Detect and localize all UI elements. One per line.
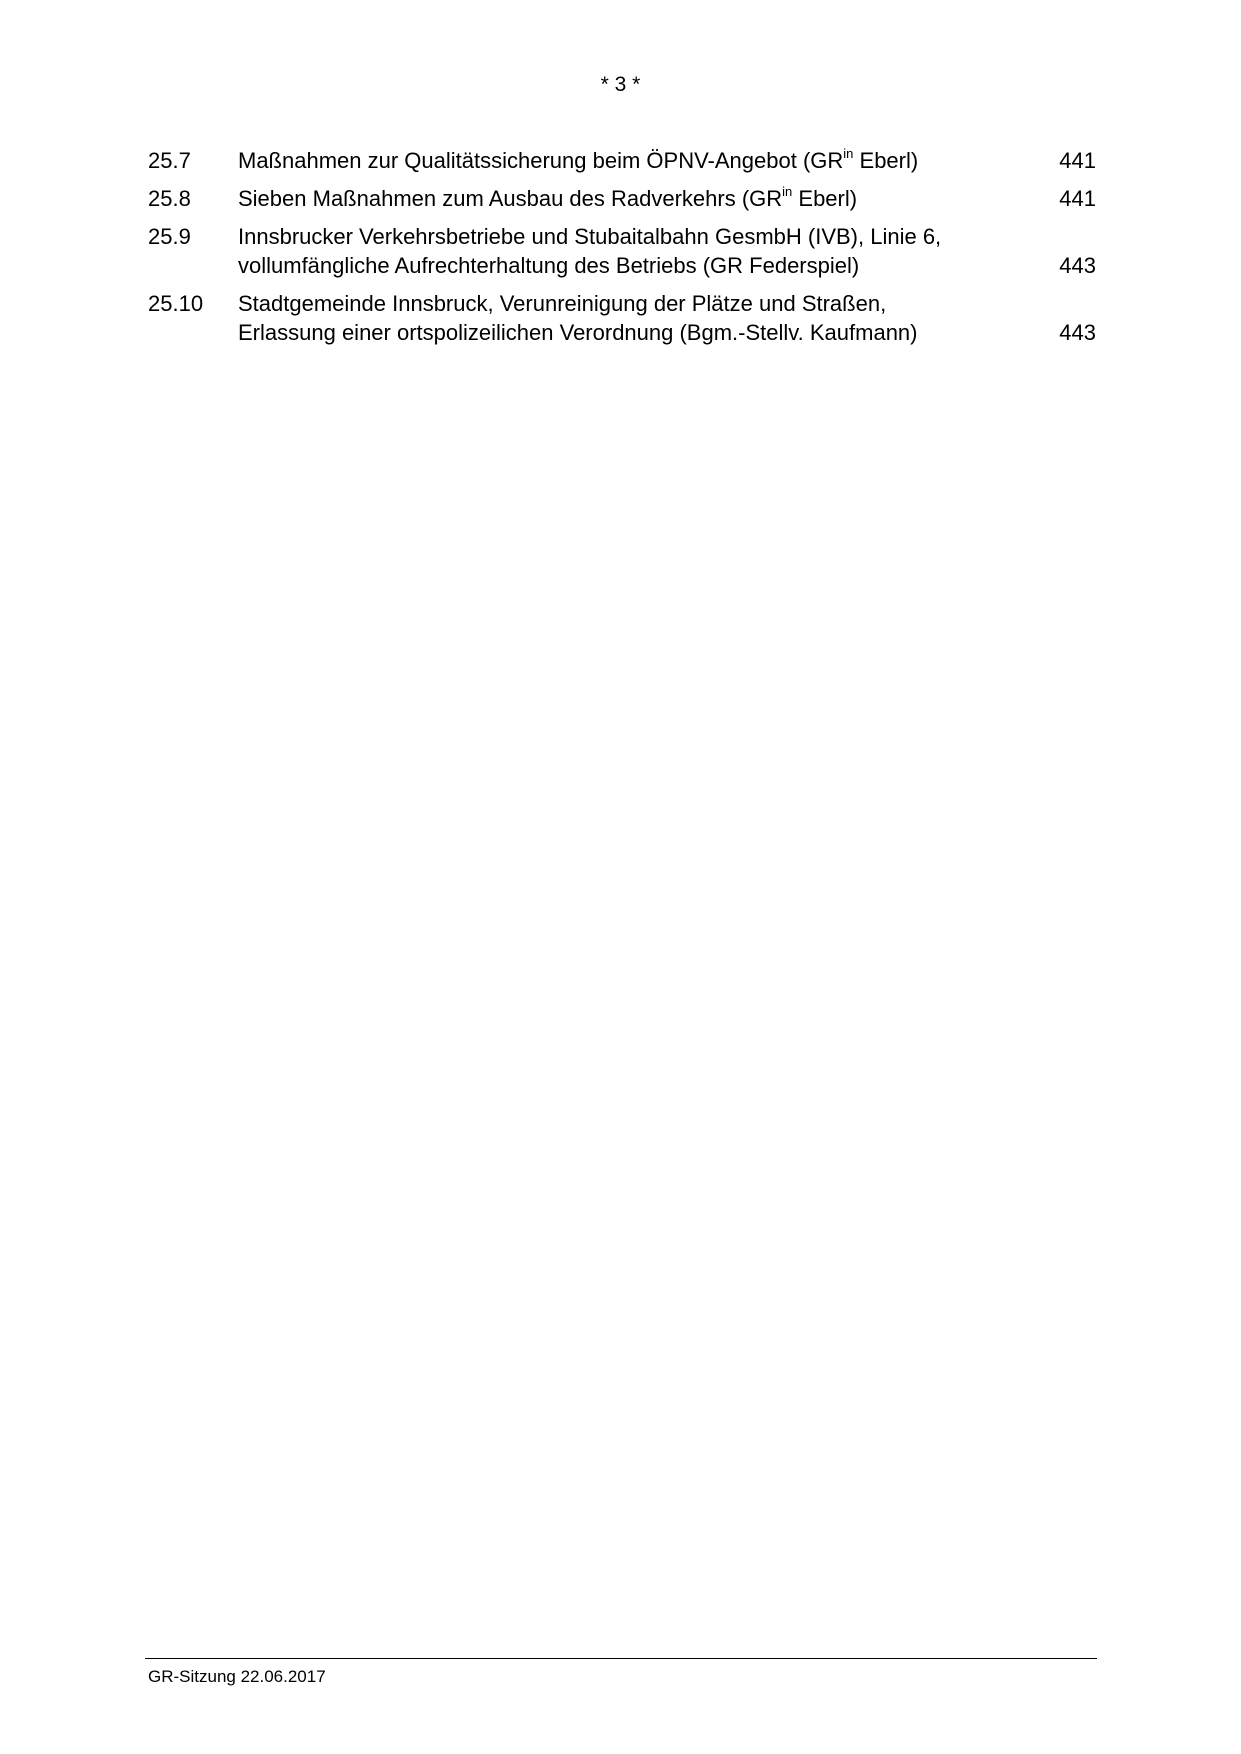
table-of-contents (148, 146, 1096, 356)
toc-entry-title-line (238, 184, 1036, 213)
toc-entry-title-line: Erlassung einer ortspolizeilichen Verordnung (Bgm.-Stellv. Kaufmann) (238, 320, 918, 345)
toc-entry-page: 441 (1059, 148, 1096, 173)
toc-entry-title-line: vollumfängliche Aufrechterhaltung des Betriebs (GR Federspiel) (238, 253, 860, 278)
toc-entry (148, 146, 1096, 175)
title-text: Eberl) (792, 186, 858, 211)
toc-entry-title (238, 184, 1036, 213)
title-text: Maßnahmen zur Qualitätssicherung beim ÖPNV-Angebot (GR (238, 148, 844, 173)
toc-entry (148, 222, 1096, 280)
toc-entry-number: 25.8 (148, 186, 191, 211)
footer-text: GR-Sitzung 22.06.2017 (148, 1667, 326, 1686)
toc-entry-page: 443 (1059, 320, 1096, 345)
toc-entry-number: 25.9 (148, 224, 191, 249)
toc-entry-title-line (238, 146, 1036, 175)
title-text: Eberl) (853, 148, 919, 173)
toc-entry-title (238, 222, 1036, 280)
superscript: in (843, 145, 854, 161)
toc-entry-number: 25.10 (148, 291, 204, 316)
toc-entry-title (238, 289, 1036, 347)
toc-entry-page: 441 (1059, 186, 1096, 211)
toc-entry (148, 289, 1096, 347)
toc-entry-title (238, 146, 1036, 175)
title-text: Sieben Maßnahmen zum Ausbau des Radverkehrs (GR (238, 186, 783, 211)
superscript: in (782, 183, 793, 199)
toc-entry-number: 25.7 (148, 148, 191, 173)
toc-entry (148, 184, 1096, 213)
toc-entry-title-line: Stadtgemeinde Innsbruck, Verunreinigung der Plätze und Straßen, (238, 291, 887, 316)
toc-entry-page: 443 (1059, 253, 1096, 278)
footer-divider (145, 1658, 1097, 1659)
toc-entry-title-line: Innsbrucker Verkehrsbetriebe und Stubaitalbahn GesmbH (IVB), Linie 6, (238, 224, 942, 249)
page-number: * 3 * (600, 73, 641, 96)
